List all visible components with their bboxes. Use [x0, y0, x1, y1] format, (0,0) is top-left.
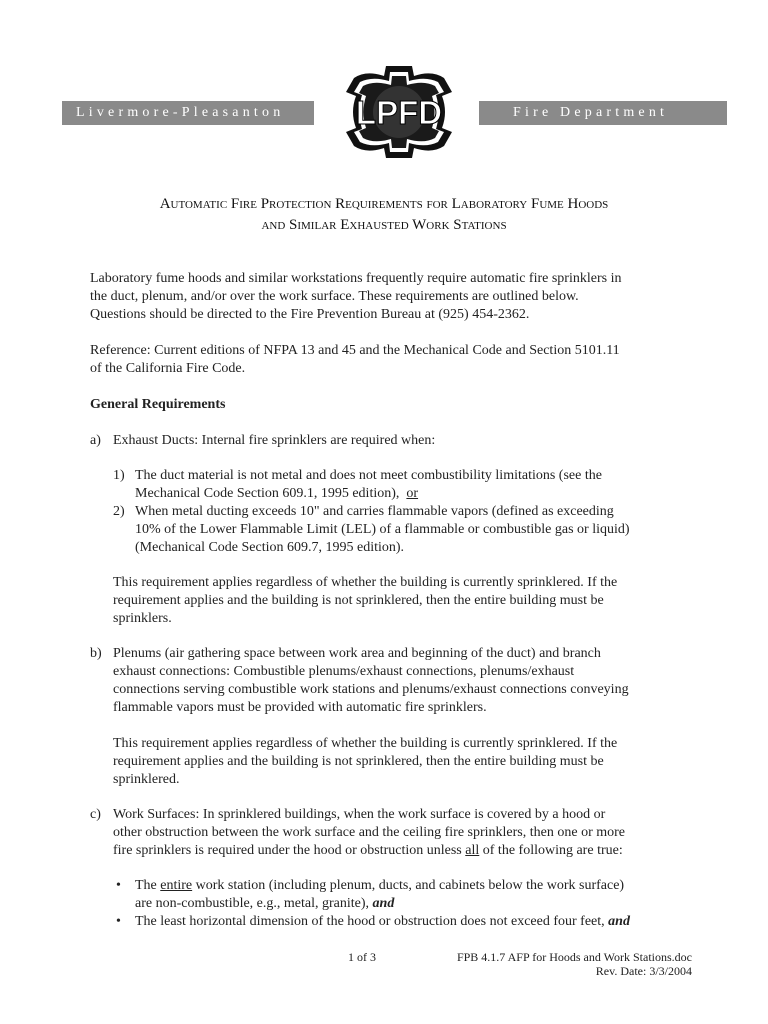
section-c-line [113, 842, 623, 860]
section-b-line: flammable vapors must be provided with automatic fire sprinklers. [113, 700, 487, 715]
lpfd-logo [340, 62, 458, 162]
reference-line: of the California Fire Code. [90, 361, 246, 376]
section-c-all: all [465, 843, 480, 858]
banner-fire-department: Fire Department [479, 101, 727, 125]
bullet-1-line2: are non-combustible, e.g., metal, granite), [135, 896, 370, 911]
section-a-note: sprinklers. [113, 611, 172, 626]
item-2-line: 10% of the Lower Flammable Limit (LEL) of a flammable or combustible gas or liquid) [135, 522, 630, 537]
logo-text: LPFD [355, 94, 443, 131]
section-c-label: c) [90, 807, 101, 822]
footer-rev-date: Rev. Date: 3/3/2004 [595, 964, 692, 978]
general-requirements-heading: General Requirements [90, 397, 226, 412]
section-c-line3-pre: fire sprinklers is required under the hood or obstruction unless [113, 843, 462, 858]
section-b-line: connections serving combustible work stations and plenums/exhaust connections conveying [113, 682, 629, 697]
intro-line: the duct, plenum, and/or over the work surface. These requirements are outlined below. [90, 289, 579, 304]
section-b-line: Plenums (air gathering space between work area and beginning of the duct) and branch [113, 646, 601, 661]
document-title-line1: Automatic Fire Protection Requirements for Laboratory Fume Hoods [159, 196, 609, 212]
item-1-or: or [406, 486, 419, 501]
bullet-1-pre: The [135, 878, 157, 893]
bullet-icon: • [116, 878, 121, 893]
intro-line: Questions should be directed to the Fire Prevention Bureau at (925) 454-2362. [90, 307, 530, 322]
section-b-note: sprinklered. [113, 772, 180, 787]
section-a-note: requirement applies and the building is not sprinklered, then the entire building must be [113, 593, 604, 608]
banner-livermore-pleasanton: Livermore-Pleasanton [62, 101, 314, 125]
bullet-1-post: work station (including plenum, ducts, and cabinets below the work surface) [195, 878, 625, 893]
section-b-note: requirement applies and the building is not sprinklered, then the entire building must be [113, 754, 604, 769]
bullet-2-and: and [608, 914, 630, 929]
bullet-2-line [135, 913, 630, 931]
reference-line: Reference: Current editions of NFPA 13 and 45 and the Mechanical Code and Section 5101.11 [90, 343, 620, 358]
section-a-text: Exhaust Ducts: Internal fire sprinklers are required when: [113, 433, 436, 448]
bullet-1-entire: entire [160, 878, 193, 893]
bullet-1-line [135, 877, 624, 895]
item-2-line: (Mechanical Code Section 609.7, 1995 edition). [135, 540, 405, 555]
item-1-line: The duct material is not metal and does not meet combustibility limitations (see the [135, 468, 602, 483]
item-1-line [135, 485, 418, 503]
bullet-icon: • [116, 914, 121, 929]
section-c-line: Work Surfaces: In sprinklered buildings, when the work surface is covered by a hood or [113, 807, 606, 822]
item-1-label: 1) [113, 468, 125, 483]
page-number: 1 of 3 [348, 950, 376, 964]
bullet-1-line [135, 895, 394, 913]
section-b-line: exhaust connections: Combustible plenums/exhaust connections, plenums/exhaust [113, 664, 575, 679]
section-b-note: This requirement applies regardless of whether the building is currently sprinklered. If the [113, 736, 618, 751]
document-title-line2: and Similar Exhausted Work Stations [261, 217, 507, 233]
item-1-line2-text: Mechanical Code Section 609.1, 1995 edition), [135, 486, 400, 501]
item-2-line: When metal ducting exceeds 10" and carries flammable vapors (defined as exceeding [135, 504, 614, 519]
section-c-line: other obstruction between the work surface and the ceiling fire sprinklers, then one or more [113, 825, 625, 840]
section-b-label: b) [90, 646, 102, 661]
section-a-note: This requirement applies regardless of whether the building is currently sprinklered. If the [113, 575, 618, 590]
footer-filename: FPB 4.1.7 AFP for Hoods and Work Stations.doc [456, 950, 692, 964]
section-c-line3-post: of the following are true: [482, 843, 623, 858]
intro-line: Laboratory fume hoods and similar workstations frequently require automatic fire sprinklers in [90, 271, 622, 286]
bullet-1-and: and [372, 896, 395, 911]
bullet-2-text: The least horizontal dimension of the hood or obstruction does not exceed four feet, [135, 914, 605, 929]
item-2-label: 2) [113, 504, 125, 519]
section-a-label: a) [90, 433, 101, 448]
